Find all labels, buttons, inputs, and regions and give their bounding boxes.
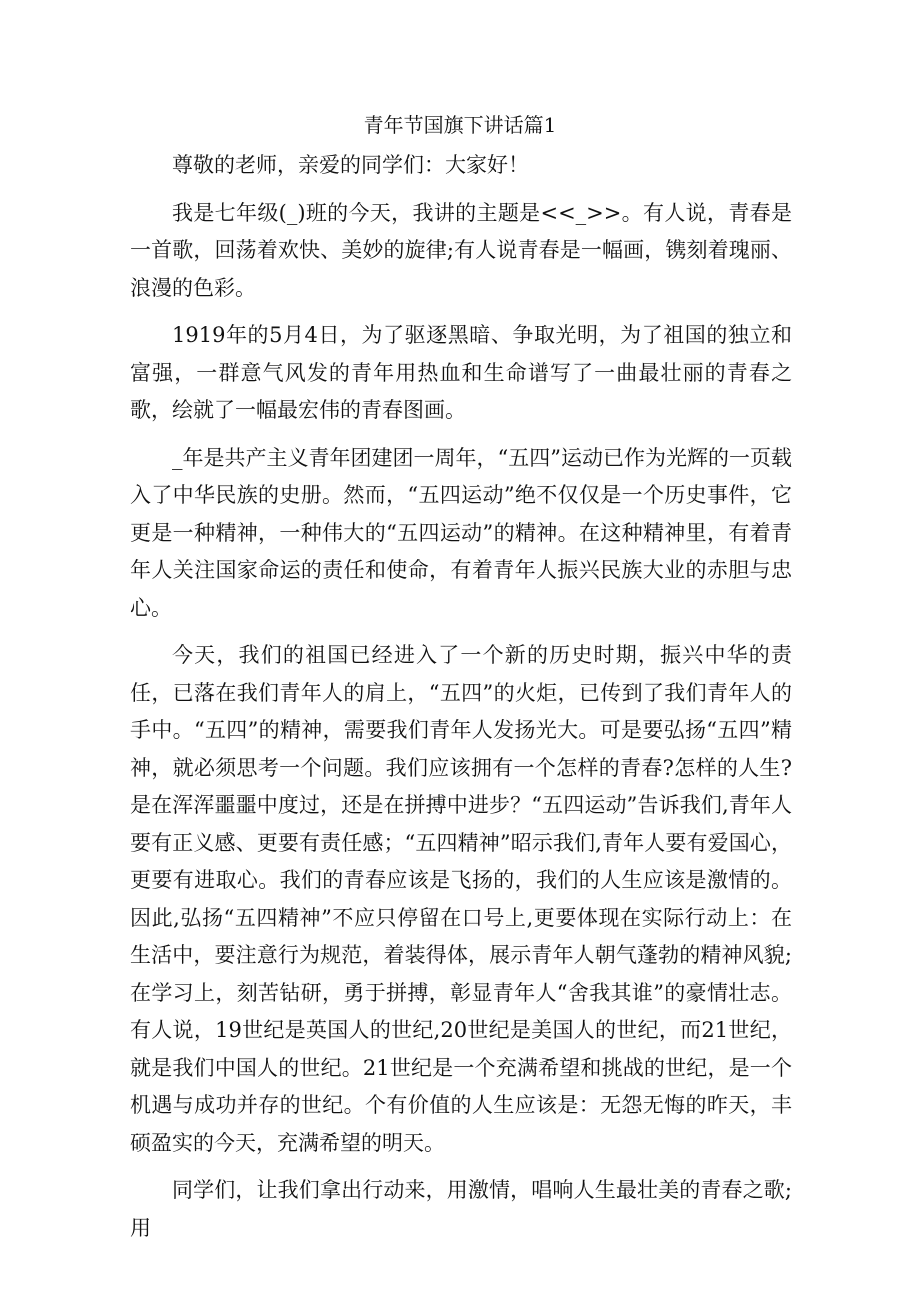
paragraph-today: 今天，我们的祖国已经进入了一个新的历史时期，振兴中华的责任，已落在我们青年人的肩上，“五四”的火炬，已传到了我们青年人的手中。“五四”的精神，需要我们青年人发扬光大。可是要弘扬“五四”精神，就必须思考一个问题。我们应该拥有一个怎样的青春?怎样的人生?是在浑浑噩噩中度过，还是在拼搏中进步？“五四运动”告诉我们,青年人要有正义感、更要有责任感；“五四精神”昭示我们,青年人要有爱国心，更要有进取心。我们的青春应该是飞扬的，我们的人生应该是激情的。因此,弘扬“五四精神”不应只停留在口号上,更要体现在实际行动上：在生活中，要注意行为规范，着装得体，展示青年人朝气蓬勃的精神风貌;在学习上，刻苦钻研，勇于拼搏，彰显青年人“舍我其谁”的豪情壮志。有人说，19世纪是英国人的世纪,20世纪是美国人的世纪，而21世纪，就是我们中国人的世纪。21世纪是一个充满希望和挑战的世纪，是一个机遇与成功并存的世纪。个有价值的人生应该是：无怨无悔的昨天，丰硕盈实的今天，充满希望的明天。 [130, 643, 792, 1155]
paragraph-league: _年是共产主义青年团建团一周年，“五四”运动已作为光辉的一页载入了中华民族的史册。然而，“五四运动”绝不仅仅是一个历史事件，它更是一种精神，一种伟大的“五四运动”的精神。在这种精神里，有着青年人关注国家命运的责任和使命，有着青年人振兴民族大业的赤胆与忠心。 [130, 445, 792, 620]
paragraph-closing: 同学们，让我们拿出行动来，用激情，唱响人生最壮美的青春之歌;用 [130, 1178, 792, 1240]
paragraph-intro: 我是七年级(_)班的今天，我讲的主题是<<_>>。有人说，青春是一首歌，回荡着欢快、美妙的旋律;有人说青春是一幅画，镌刻着瑰丽、浪漫的色彩。 [130, 200, 792, 300]
document-title: 青年节国旗下讲话篇1 [363, 113, 557, 137]
paragraph-greeting: 尊敬的老师，亲爱的同学们：大家好！ [172, 153, 529, 177]
document-body [130, 147, 792, 1257]
paragraph-1919: 1919年的5月4日，为了驱逐黑暗、争取光明，为了祖国的独立和富强，一群意气风发的青年用热血和生命谱写了一曲最壮丽的青春之歌，绘就了一幅最宏伟的青春图画。 [130, 323, 792, 422]
